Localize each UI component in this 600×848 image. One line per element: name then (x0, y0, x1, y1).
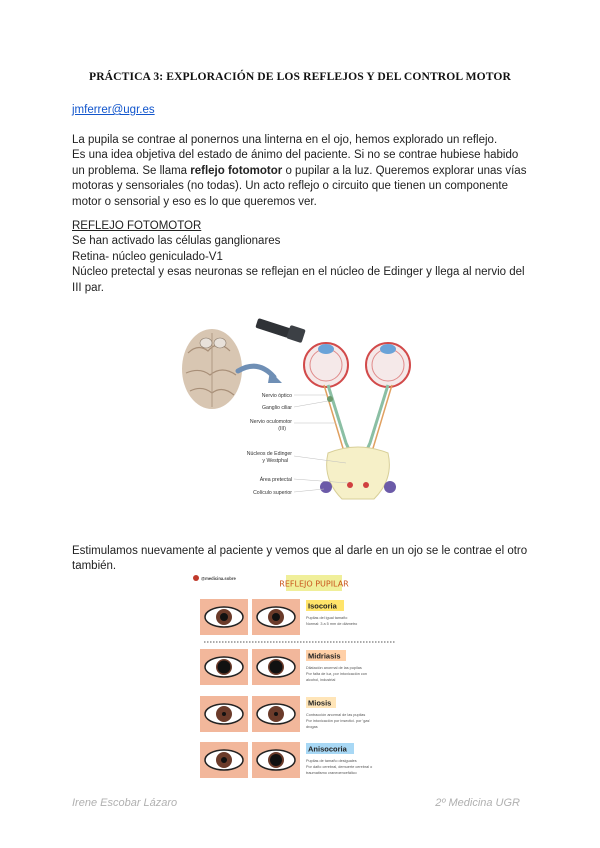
footer-course: 2º Medicina UGR (435, 797, 520, 809)
label-edinger: Núcleos de Edinger (246, 451, 292, 457)
infographic-title: REFLEJO PUPILAR (279, 579, 349, 589)
row-desc: Por falta de luz, por intoxicación con (306, 672, 367, 676)
row-desc: Por intoxicación por insectici. por 'gas' (306, 719, 371, 723)
row-name: Midriasis (308, 651, 341, 661)
row-name: Miosis (308, 698, 332, 708)
left-eye-illustration (304, 343, 348, 387)
row-desc: Por daño cerebral, demuerte cerebral o (306, 765, 373, 769)
right-eye-illustration (366, 343, 410, 387)
logo-text: @medicina.sobre (201, 576, 236, 581)
row-name: Anisocoria (308, 744, 347, 754)
section-heading: REFLEJO FOTOMOTOR (72, 220, 202, 232)
intro-line: La pupila se contrae al ponernos una linterna en el ojo, hemos explorado un reflejo. (72, 134, 498, 146)
section-line: Retina- núcleo geniculado-V1 (72, 250, 223, 263)
row-desc: Pupilas de tamaño desiguales (306, 759, 357, 763)
logo-icon (193, 575, 199, 581)
row-desc: Contracción anormal de las pupilas (306, 713, 366, 717)
row-desc: alcohol, industrial (306, 678, 336, 682)
section-line: Se han activado las células ganglionares (72, 235, 281, 248)
reflex-section (72, 219, 528, 296)
label-westphal: y Westphal (262, 458, 288, 464)
row-desc: Normal: 3 a 5 mm de diámetro (306, 622, 358, 626)
row-name: Isocoria (308, 601, 337, 611)
pupillary-pathway-figure (178, 313, 418, 505)
intro-text: Es una idea objetiva del estado de ánimo del paciente. Si no se contrae hubiese habido un problema. Se llama reflejo fotomotor o pupilar a la luz. Queremos explorar unas vías motoras y sensoriales (no todas). Un acto reflejo o circuito que tienen un componente motor o sensorial y eso es lo que queremos ver. (72, 149, 527, 208)
row-desc: Dilatación anormal de las pupilas (306, 666, 362, 670)
footer-author: Irene Escobar Lázaro (72, 797, 178, 809)
label-pretectal: Área pretectal (259, 477, 292, 483)
row-desc: drogas (306, 725, 318, 729)
label-ciliary-ganglion: Ganglio ciliar (262, 405, 292, 411)
page-title: PRÁCTICA 3: EXPLORACIÓN DE LOS REFLEJOS Y DEL CONTROL MOTOR (89, 70, 511, 83)
author-email-link[interactable]: jmferrer@ugr.es (72, 104, 155, 116)
brain-illustration (182, 329, 242, 409)
row-anisocoria (200, 742, 372, 778)
section-line: Núcleo pretectal y esas neuronas se reflejan en el núcleo de Edinger y llega al nervio del III par. (72, 266, 525, 294)
label-oculomotor: Nervio oculomotor (249, 419, 292, 425)
row-desc: Pupilas del igual tamaño (306, 616, 348, 620)
label-oculomotor-num: (III) (278, 426, 286, 432)
reflex-term: reflejo fotomotor (190, 164, 283, 177)
consensual-paragraph: Estimulamos nuevamente al paciente y vemos que al darle en un ojo se le contrae el otro también. (72, 545, 528, 573)
label-colliculus: Colículo superior (253, 490, 292, 496)
row-desc: traumatismo craneoencefálico (306, 771, 357, 775)
intro-paragraph (72, 133, 528, 210)
pupil-reflex-infographic (190, 572, 412, 794)
label-optic-nerve: Nervio óptico (261, 393, 292, 399)
